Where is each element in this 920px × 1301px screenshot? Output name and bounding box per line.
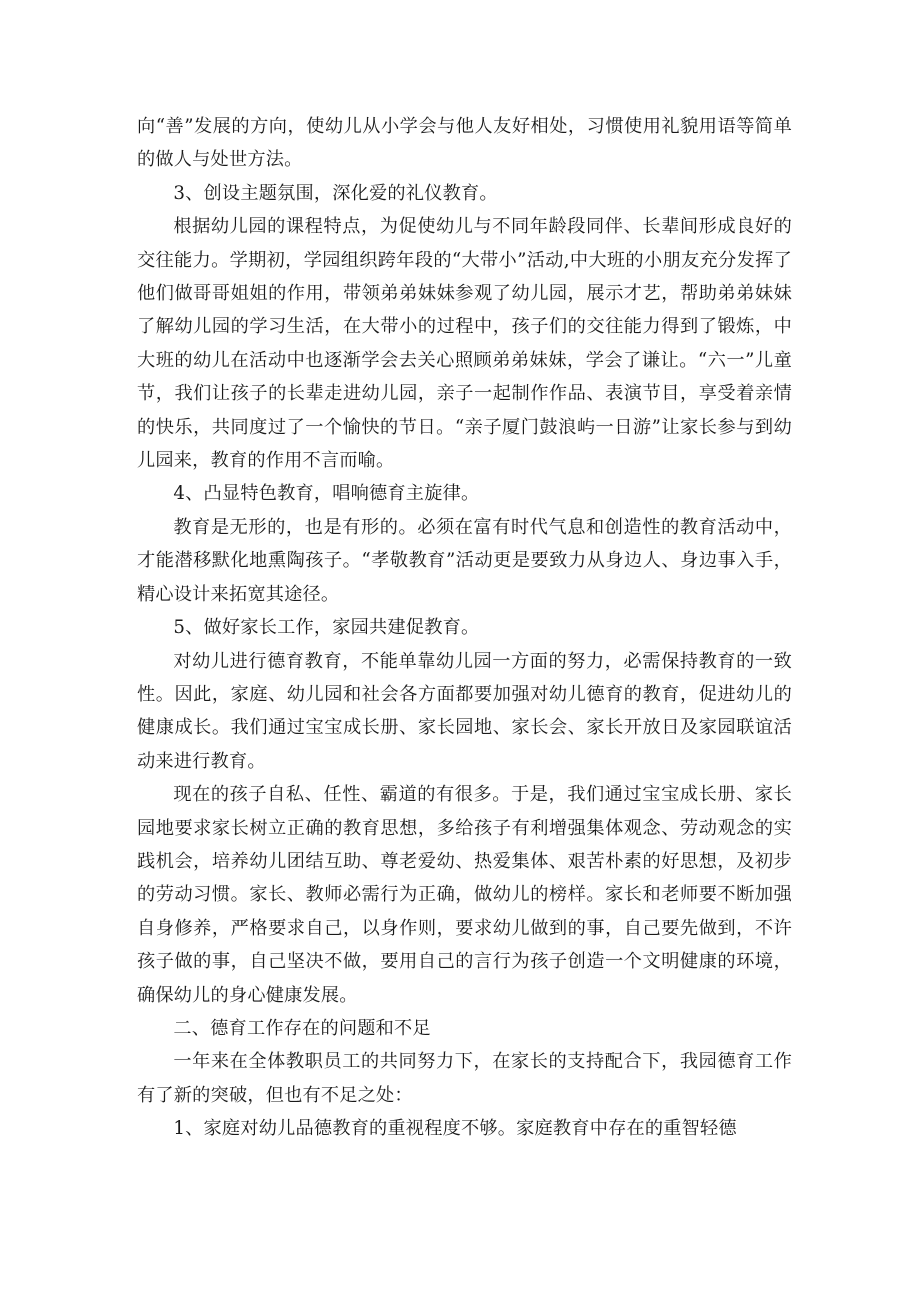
paragraph-children-habits: 现在的孩子自私、任性、霸道的有很多。于是，我们通过宝宝成长册、家长园地要求家长树立正确的教育思想，多给孩子有利增强集体观念、劳动观念的实践机会，培养幼儿团结互助、尊老爱幼、热爱集体、艰苦朴素的好思想，及初步的劳动习惯。家长、教师必需行为正确，做幼儿的榜样。家长和老师要不断加强自身修养，严格要求自己，以身作则，要求幼儿做到的事，自己要先做到，不许孩子做的事，自己坚决不做，要用自己的言行为孩子创造一个文明健康的环境，确保幼儿的身心健康发展。 — [137, 784, 792, 1006]
paragraph-parent-work: 对幼儿进行德育教育，不能单靠幼儿园一方面的努力，必需保持教育的一致性。因此，家庭、幼儿园和社会各方面都要加强对幼儿德育的教育，促进幼儿的健康成长。我们通过宝宝成长册、家长园地、家长会、家长开放日及家园联谊活动来进行教育。 — [137, 650, 792, 772]
section-heading-4: 4、凸显特色教育，唱响德育主旋律。 — [173, 483, 480, 505]
paragraph-continuation: 向“善”发展的方向，使幼儿从小学会与他人友好相处，习惯使用礼貌用语等简单的做人与处世方法。 — [137, 116, 792, 171]
paragraph-year-summary: 一年来在全体教职员工的共同努力下，在家长的支持配合下，我园德育工作有了新的突破，但也有不足之处： — [137, 1051, 792, 1106]
section-heading-problems: 二、德育工作存在的问题和不足 — [173, 1017, 431, 1039]
document-body — [137, 110, 792, 1146]
paragraph-characteristic-education: 教育是无形的，也是有形的。必须在富有时代气息和创造性的教育活动中，才能潜移默化地熏陶孩子。“孝敬教育”活动更是要致力从身边人、身边事入手，精心设计来拓宽其途径。 — [137, 516, 793, 605]
section-heading-3: 3、创设主题氛围，深化爱的礼仪教育。 — [173, 182, 498, 204]
paragraph-etiquette: 根据幼儿园的课程特点，为促使幼儿与不同年龄段同伴、长辈间形成良好的交往能力。学期初，学园组织跨年段的“大带小”活动,中大班的小朋友充分发挥了他们做哥哥姐姐的作用，带领弟弟妹妹参观了幼儿园，展示才艺，帮助弟弟妹妹了解幼儿园的学习生活，在大带小的过程中，孩子们的交往能力得到了锻炼，中大班的幼儿在活动中也逐渐学会去关心照顾弟弟妹妹，学会了谦让。“六一”儿童节，我们让孩子的长辈走进幼儿园，亲子一起制作作品、表演节目，享受着亲情的快乐，共同度过了一个愉快的节日。“亲子厦门鼓浪屿一日游”让家长参与到幼儿园来，教育的作用不言而喻。 — [137, 216, 792, 472]
section-heading-5: 5、做好家长工作，家园共建促教育。 — [173, 617, 480, 639]
paragraph-problem-1: 1、家庭对幼儿品德教育的重视程度不够。家庭教育中存在的重智轻德 — [173, 1118, 737, 1140]
